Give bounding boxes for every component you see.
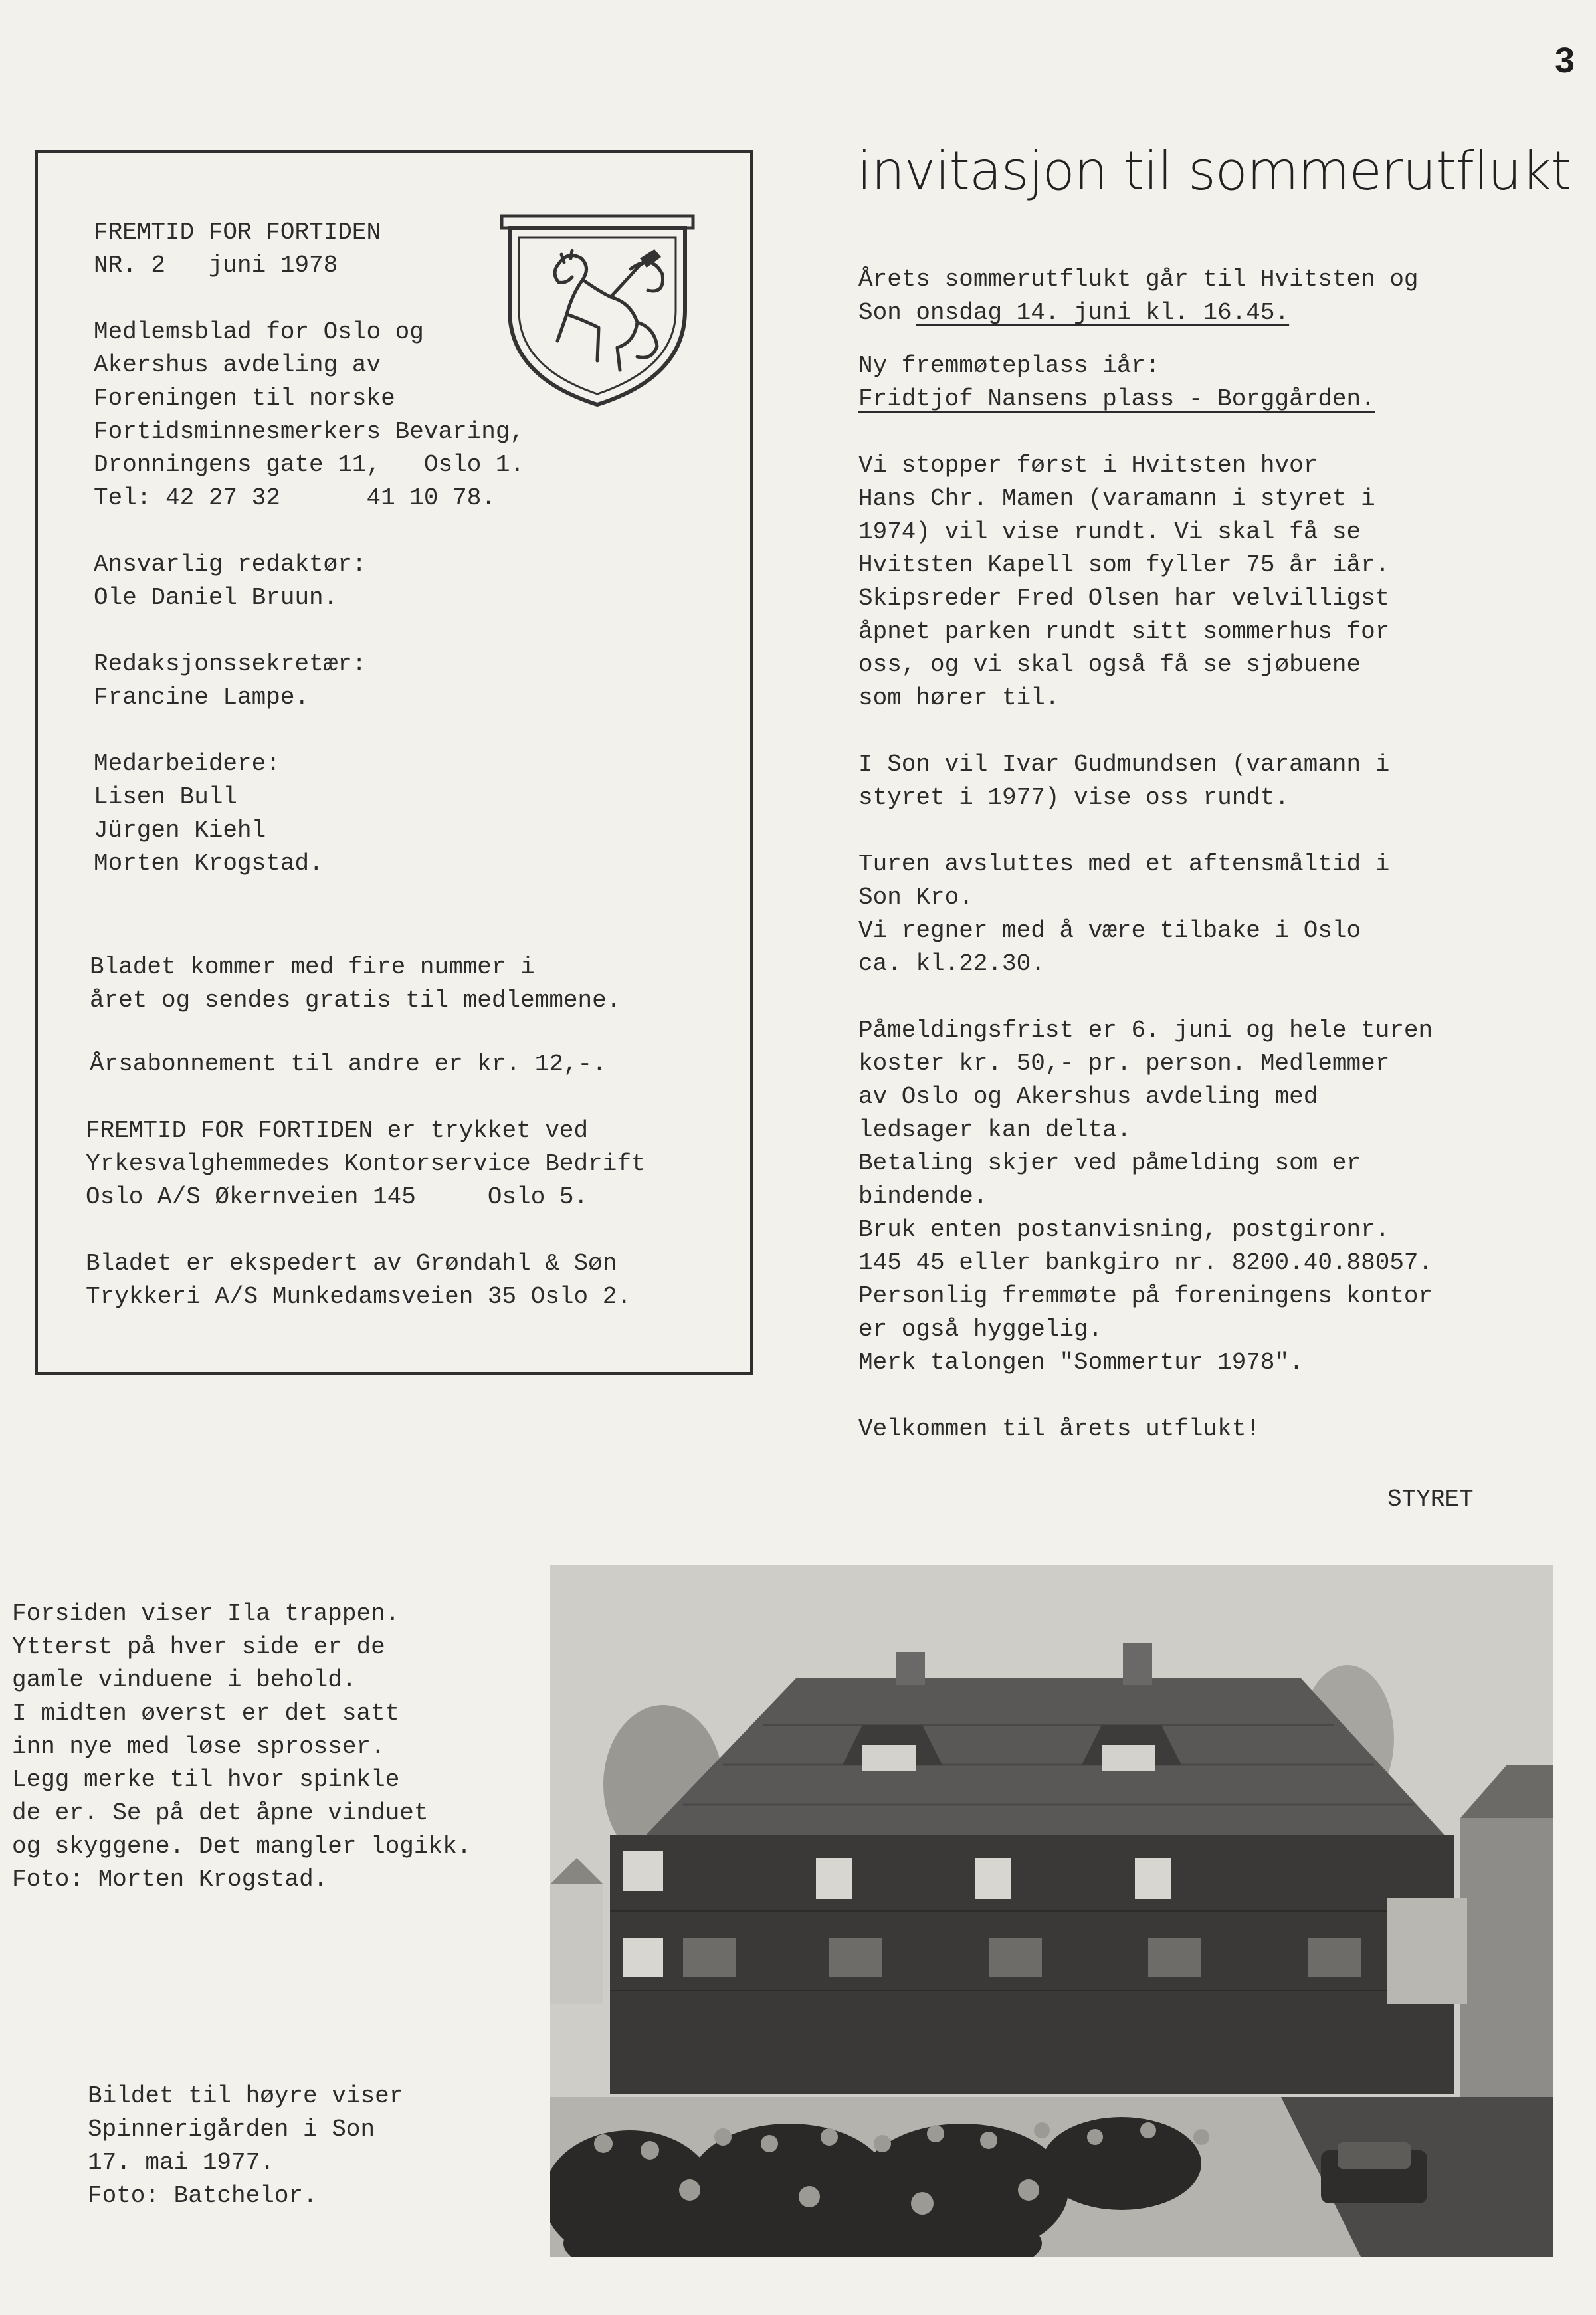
caption-line: Bildet til høyre viser xyxy=(88,2082,404,2110)
paragraph-line: bindende. xyxy=(858,1183,988,1210)
crest-icon xyxy=(498,211,697,410)
paragraph-line: ca. kl.22.30. xyxy=(858,950,1045,977)
paragraph-line: Merk talongen "Sommertur 1978". xyxy=(858,1349,1304,1376)
paragraph-line: Turen avsluttes med et aftensmåltid i xyxy=(858,851,1390,878)
editor-name: Ole Daniel Bruun. xyxy=(94,584,338,611)
paragraph-line: Påmeldingsfrist er 6. juni og hele turen xyxy=(858,1017,1433,1044)
printer-text: Oslo A/S Økernveien 145 Oslo 5. xyxy=(86,1183,589,1211)
caption-line: Forsiden viser Ila trappen. xyxy=(12,1600,400,1627)
invitation-title: invitasjon til sommerutflukt xyxy=(857,140,1571,202)
caption-line: 17. mai 1977. xyxy=(88,2149,274,2176)
caption-line: I midten øverst er det satt xyxy=(12,1700,400,1727)
caption-line: gamle vinduene i behold. xyxy=(12,1666,357,1694)
distribution-text: Trykkeri A/S Munkedamsveien 35 Oslo 2. xyxy=(86,1283,631,1310)
paragraph-line: 145 45 eller bankgiro nr. 8200.40.88057. xyxy=(858,1249,1433,1276)
paragraph-line: styret i 1977) vise oss rundt. xyxy=(858,784,1290,811)
paragraph-line: ledsager kan delta. xyxy=(858,1116,1132,1144)
intro-date-line xyxy=(858,296,1289,330)
caption-line: inn nye med løse sprosser. xyxy=(12,1733,385,1760)
spinnerigarden-photo xyxy=(550,1565,1553,2257)
contributor-name: Jürgen Kiehl xyxy=(94,817,266,844)
page-number: 3 xyxy=(1555,41,1575,80)
contributor-name: Lisen Bull xyxy=(94,783,238,811)
paragraph-line: Son Kro. xyxy=(858,884,973,911)
issue-number: NR. 2 juni 1978 xyxy=(94,252,338,279)
paragraph-line: Betaling skjer ved påmelding som er xyxy=(858,1150,1361,1177)
publisher-line: Fortidsminnesmerkers Bevaring, xyxy=(94,418,525,445)
caption-line: Legg merke til hvor spinkle xyxy=(12,1766,400,1793)
caption-line: Ytterst på hver side er de xyxy=(12,1633,385,1661)
paragraph-line: Personlig fremmøte på foreningens kontor xyxy=(858,1282,1433,1310)
intro-prefix: Son xyxy=(858,299,916,326)
paragraph-line: Hans Chr. Mamen (varamann i styret i xyxy=(858,485,1375,512)
secretary-label: Redaksjonssekretær: xyxy=(94,651,367,678)
caption-line: Spinnerigården i Son xyxy=(88,2116,375,2143)
frequency-text: Bladet kommer med fire nummer i xyxy=(90,954,535,981)
paragraph-line: Vi stopper først i Hvitsten hvor xyxy=(858,452,1318,479)
meeting-place: Fridtjof Nansens plass - Borggården. xyxy=(858,385,1375,413)
paragraph-line: av Oslo og Akershus avdeling med xyxy=(858,1083,1318,1110)
caption-line: og skyggene. Det mangler logikk. xyxy=(12,1833,472,1860)
subscription-text: Årsabonnement til andre er kr. 12,-. xyxy=(90,1051,607,1078)
intro-text: Årets sommerutflukt går til Hvitsten og xyxy=(858,266,1419,293)
publisher-line: Akershus avdeling av xyxy=(94,352,381,379)
meeting-label: Ny fremmøteplass iår: xyxy=(858,352,1160,379)
paragraph-line: Vi regner med å være tilbake i Oslo xyxy=(858,917,1361,944)
printer-text: FREMTID FOR FORTIDEN er trykket ved xyxy=(86,1117,589,1144)
colophon-box xyxy=(35,150,753,1375)
paragraph-line: som hører til. xyxy=(858,684,1060,712)
secretary-name: Francine Lampe. xyxy=(94,684,310,711)
publisher-phone: Tel: 42 27 32 41 10 78. xyxy=(94,484,496,512)
paragraph-line: koster kr. 50,- pr. person. Medlemmer xyxy=(858,1050,1390,1077)
welcome-text: Velkommen til årets utflukt! xyxy=(858,1415,1260,1443)
paragraph-line: åpnet parken rundt sitt sommerhus for xyxy=(858,618,1390,645)
signature: STYRET xyxy=(1387,1486,1474,1513)
printer-text: Yrkesvalghemmedes Kontorservice Bedrift xyxy=(86,1150,646,1177)
distribution-text: Bladet er ekspedert av Grøndahl & Søn xyxy=(86,1250,617,1277)
trip-date: onsdag 14. juni kl. 16.45. xyxy=(916,299,1290,326)
caption-line: Foto: Batchelor. xyxy=(88,2182,318,2209)
caption-line: Foto: Morten Krogstad. xyxy=(12,1866,328,1893)
contributor-name: Morten Krogstad. xyxy=(94,850,324,877)
publisher-line: Foreningen til norske xyxy=(94,385,395,412)
masthead-title: FREMTID FOR FORTIDEN xyxy=(94,219,381,246)
caption-line: de er. Se på det åpne vinduet xyxy=(12,1799,429,1827)
editor-label: Ansvarlig redaktør: xyxy=(94,551,367,578)
contributors-label: Medarbeidere: xyxy=(94,750,280,777)
paragraph-line: I Son vil Ivar Gudmundsen (varamann i xyxy=(858,751,1390,778)
paragraph-line: Skipsreder Fred Olsen har velvilligst xyxy=(858,585,1390,612)
publisher-line: Medlemsblad for Oslo og xyxy=(94,318,424,346)
paragraph-line: er også hyggelig. xyxy=(858,1316,1103,1343)
paragraph-line: oss, og vi skal også få se sjøbuene xyxy=(858,651,1361,678)
paragraph-line: 1974) vil vise rundt. Vi skal få se xyxy=(858,518,1361,546)
publisher-address: Dronningens gate 11, Oslo 1. xyxy=(94,451,525,478)
paragraph-line: Bruk enten postanvisning, postgironr. xyxy=(858,1216,1390,1243)
frequency-text: året og sendes gratis til medlemmene. xyxy=(90,987,621,1014)
paragraph-line: Hvitsten Kapell som fyller 75 år iår. xyxy=(858,552,1390,579)
